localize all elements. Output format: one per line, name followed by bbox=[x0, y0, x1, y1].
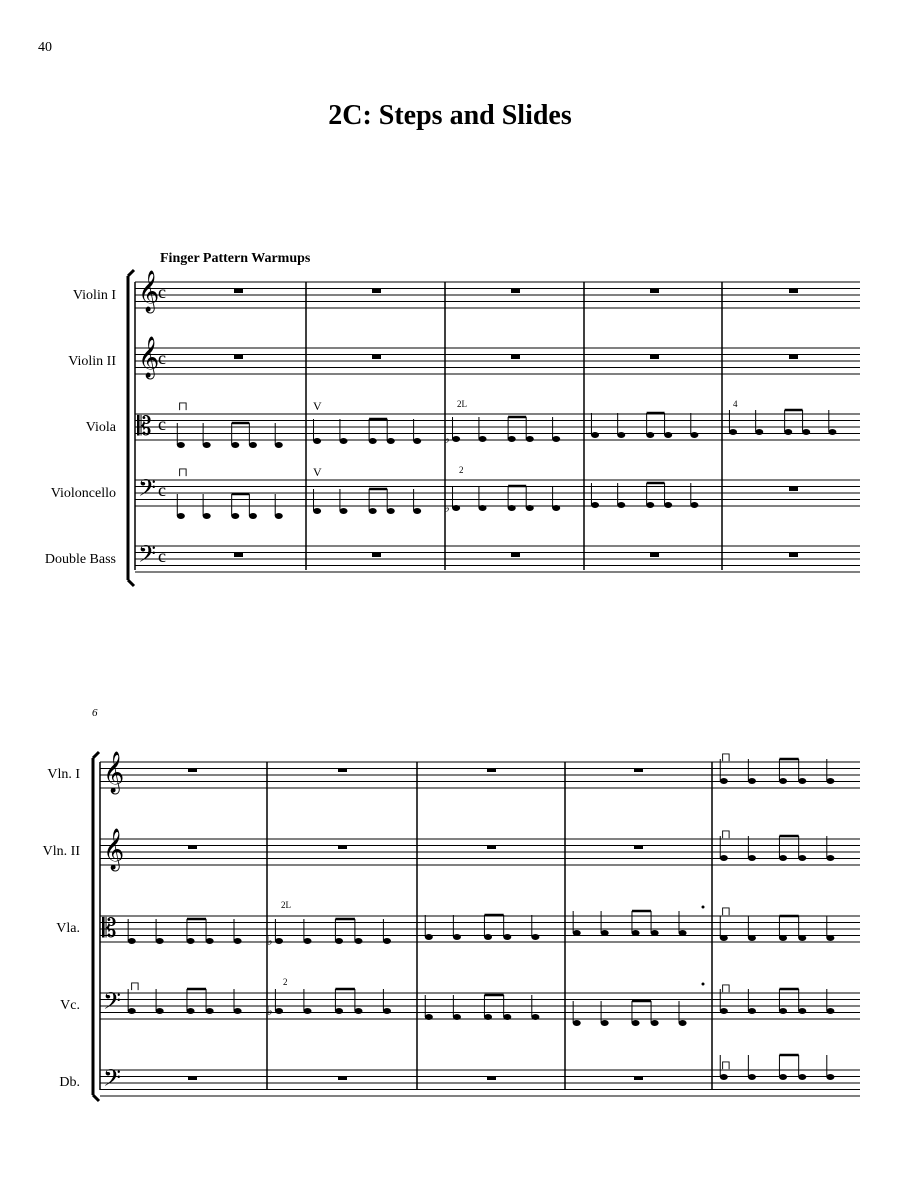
staccato-dot bbox=[702, 983, 705, 986]
note-head bbox=[720, 778, 728, 784]
flat-icon: ♭ bbox=[267, 1004, 273, 1018]
note-head bbox=[425, 934, 433, 940]
fingering-mark: 2L bbox=[457, 399, 467, 409]
note-head bbox=[826, 778, 834, 784]
instrument-label-viola: Viola bbox=[85, 420, 116, 435]
note-head bbox=[234, 938, 242, 944]
down-bow-mark: ⊓ bbox=[721, 750, 732, 764]
time-signature: c bbox=[158, 546, 166, 566]
note-head bbox=[355, 938, 363, 944]
note-head bbox=[798, 855, 806, 861]
note-head bbox=[679, 1020, 687, 1026]
note-head bbox=[484, 1014, 492, 1020]
note-head bbox=[355, 1008, 363, 1014]
note-head bbox=[779, 855, 787, 861]
note-head bbox=[755, 429, 763, 435]
note-head bbox=[387, 508, 395, 514]
note-head bbox=[798, 1008, 806, 1014]
instrument-label-violin-2: Violin II bbox=[68, 354, 116, 369]
note-head bbox=[206, 1008, 214, 1014]
note-head bbox=[231, 513, 239, 519]
down-bow-mark: ⊓ bbox=[721, 827, 732, 841]
note-head bbox=[503, 934, 511, 940]
flat-icon: ♭ bbox=[444, 432, 450, 446]
barlines bbox=[100, 762, 712, 1090]
note-head bbox=[156, 1008, 164, 1014]
note-head bbox=[802, 429, 810, 435]
note-head bbox=[503, 1014, 511, 1020]
note-head bbox=[304, 1008, 312, 1014]
note-head bbox=[531, 1014, 539, 1020]
note-head bbox=[526, 505, 534, 511]
note-head bbox=[413, 438, 421, 444]
instrument-label-violin-1: Vln. I bbox=[47, 767, 80, 782]
time-signature: c bbox=[158, 414, 166, 434]
instrument-label-viola: Vla. bbox=[56, 921, 80, 936]
treble-clef-icon: 𝄞 bbox=[103, 829, 125, 869]
note-head bbox=[425, 1014, 433, 1020]
barlines bbox=[135, 282, 722, 570]
whole-rests bbox=[188, 768, 643, 1080]
system-1 bbox=[45, 251, 860, 586]
note-head bbox=[748, 1074, 756, 1080]
note-head bbox=[601, 1020, 609, 1026]
measure-number: 6 bbox=[92, 707, 98, 719]
note-head bbox=[177, 513, 185, 519]
note-head bbox=[651, 1020, 659, 1026]
instrument-label-cello: Vc. bbox=[60, 998, 80, 1013]
treble-clef-icon: 𝄞 bbox=[138, 337, 160, 377]
note-head bbox=[203, 442, 211, 448]
staccato-dot bbox=[702, 906, 705, 909]
note-head bbox=[573, 1020, 581, 1026]
staves bbox=[100, 762, 860, 1096]
note-head bbox=[826, 1074, 834, 1080]
note-head bbox=[552, 436, 560, 442]
note-group bbox=[128, 759, 835, 1080]
time-signature: c bbox=[158, 480, 166, 500]
whole-rests bbox=[234, 289, 798, 557]
alto-clef-icon: 𝄡 bbox=[102, 914, 117, 943]
tempo-marking: Finger Pattern Warmups bbox=[160, 251, 311, 266]
note-head bbox=[335, 1008, 343, 1014]
note-head bbox=[664, 432, 672, 438]
down-bow-mark: ⊓ bbox=[721, 1058, 732, 1072]
up-bow-mark: V bbox=[313, 465, 322, 479]
note-head bbox=[231, 442, 239, 448]
note-head bbox=[798, 1074, 806, 1080]
fingering-mark: 4 bbox=[733, 399, 738, 409]
page-title: 2C: Steps and Slides bbox=[328, 100, 572, 131]
note-head bbox=[690, 502, 698, 508]
note-head bbox=[340, 438, 348, 444]
note-head bbox=[720, 1008, 728, 1014]
note-head bbox=[632, 930, 640, 936]
system-2 bbox=[43, 707, 860, 1101]
note-head bbox=[591, 502, 599, 508]
fingering-mark: 2 bbox=[459, 465, 464, 475]
note-head bbox=[304, 938, 312, 944]
note-head bbox=[275, 938, 283, 944]
note-head bbox=[187, 1008, 195, 1014]
note-head bbox=[552, 505, 560, 511]
note-head bbox=[452, 436, 460, 442]
note-head bbox=[748, 1008, 756, 1014]
note-head bbox=[128, 938, 136, 944]
note-head bbox=[383, 1008, 391, 1014]
note-head bbox=[646, 432, 654, 438]
fingering-mark: 2L bbox=[281, 900, 291, 910]
note-head bbox=[413, 508, 421, 514]
note-head bbox=[340, 508, 348, 514]
note-head bbox=[335, 938, 343, 944]
note-head bbox=[484, 934, 492, 940]
instrument-label-double-bass: Double Bass bbox=[44, 552, 116, 567]
note-head bbox=[798, 778, 806, 784]
note-head bbox=[617, 502, 625, 508]
note-head bbox=[156, 938, 164, 944]
instrument-label-cello: Violoncello bbox=[50, 486, 116, 501]
note-head bbox=[828, 429, 836, 435]
note-head bbox=[177, 442, 185, 448]
note-head bbox=[275, 442, 283, 448]
instrument-label-violin-2: Vln. II bbox=[42, 844, 80, 859]
note-head bbox=[479, 505, 487, 511]
page-number: 40 bbox=[38, 40, 52, 55]
note-head bbox=[249, 513, 257, 519]
note-head bbox=[720, 1074, 728, 1080]
treble-clef-icon: 𝄞 bbox=[138, 271, 160, 311]
time-signature: c bbox=[158, 348, 166, 368]
note-head bbox=[664, 502, 672, 508]
note-head bbox=[601, 930, 609, 936]
note-head bbox=[784, 429, 792, 435]
note-head bbox=[748, 855, 756, 861]
time-signature: c bbox=[158, 282, 166, 302]
note-head bbox=[453, 1014, 461, 1020]
note-head bbox=[720, 935, 728, 941]
note-head bbox=[387, 438, 395, 444]
note-head bbox=[779, 935, 787, 941]
note-head bbox=[591, 432, 599, 438]
bass-clef-icon: 𝄢 bbox=[138, 542, 157, 573]
note-head bbox=[573, 930, 581, 936]
flat-icon: ♭ bbox=[444, 501, 450, 515]
note-head bbox=[187, 938, 195, 944]
note-head bbox=[779, 1008, 787, 1014]
note-head bbox=[748, 778, 756, 784]
note-head bbox=[798, 935, 806, 941]
note-head bbox=[383, 938, 391, 944]
note-head bbox=[313, 438, 321, 444]
up-bow-mark: V bbox=[313, 399, 322, 413]
down-bow-mark: ⊓ bbox=[721, 904, 732, 918]
note-head bbox=[453, 934, 461, 940]
down-bow-mark: ⊓ bbox=[721, 981, 732, 995]
down-bow-mark: ⊓ bbox=[178, 399, 189, 413]
note-head bbox=[531, 934, 539, 940]
note-head bbox=[646, 502, 654, 508]
note-head bbox=[826, 935, 834, 941]
note-head bbox=[632, 1020, 640, 1026]
note-head bbox=[729, 429, 737, 435]
note-head bbox=[526, 436, 534, 442]
note-head bbox=[779, 778, 787, 784]
note-head bbox=[275, 513, 283, 519]
note-head bbox=[128, 1008, 136, 1014]
note-head bbox=[748, 935, 756, 941]
note-head bbox=[508, 505, 516, 511]
note-head bbox=[679, 930, 687, 936]
note-head bbox=[508, 436, 516, 442]
note-head bbox=[826, 1008, 834, 1014]
note-head bbox=[203, 513, 211, 519]
bass-clef-icon: 𝄢 bbox=[138, 476, 157, 507]
flat-icon: ♭ bbox=[267, 934, 273, 948]
instrument-label-violin-1: Violin I bbox=[72, 288, 116, 303]
note-head bbox=[452, 505, 460, 511]
fingering-mark: 2 bbox=[283, 977, 288, 987]
down-bow-mark: ⊓ bbox=[130, 979, 141, 993]
alto-clef-icon: 𝄡 bbox=[137, 412, 152, 441]
note-head bbox=[369, 508, 377, 514]
instrument-label-double-bass: Db. bbox=[59, 1075, 80, 1090]
bass-clef-icon: 𝄢 bbox=[103, 1066, 122, 1097]
note-head bbox=[826, 855, 834, 861]
note-head bbox=[313, 508, 321, 514]
note-head bbox=[690, 432, 698, 438]
note-head bbox=[779, 1074, 787, 1080]
note-group bbox=[177, 410, 837, 519]
note-head bbox=[651, 930, 659, 936]
note-head bbox=[249, 442, 257, 448]
note-head bbox=[720, 855, 728, 861]
down-bow-mark: ⊓ bbox=[178, 465, 189, 479]
note-head bbox=[617, 432, 625, 438]
bass-clef-icon: 𝄢 bbox=[103, 989, 122, 1020]
note-head bbox=[206, 938, 214, 944]
note-head bbox=[234, 1008, 242, 1014]
note-head bbox=[479, 436, 487, 442]
staves bbox=[135, 282, 860, 572]
system-bracket bbox=[128, 270, 134, 586]
note-head bbox=[369, 438, 377, 444]
treble-clef-icon: 𝄞 bbox=[103, 752, 125, 792]
system-bracket bbox=[93, 752, 99, 1101]
note-head bbox=[275, 1008, 283, 1014]
